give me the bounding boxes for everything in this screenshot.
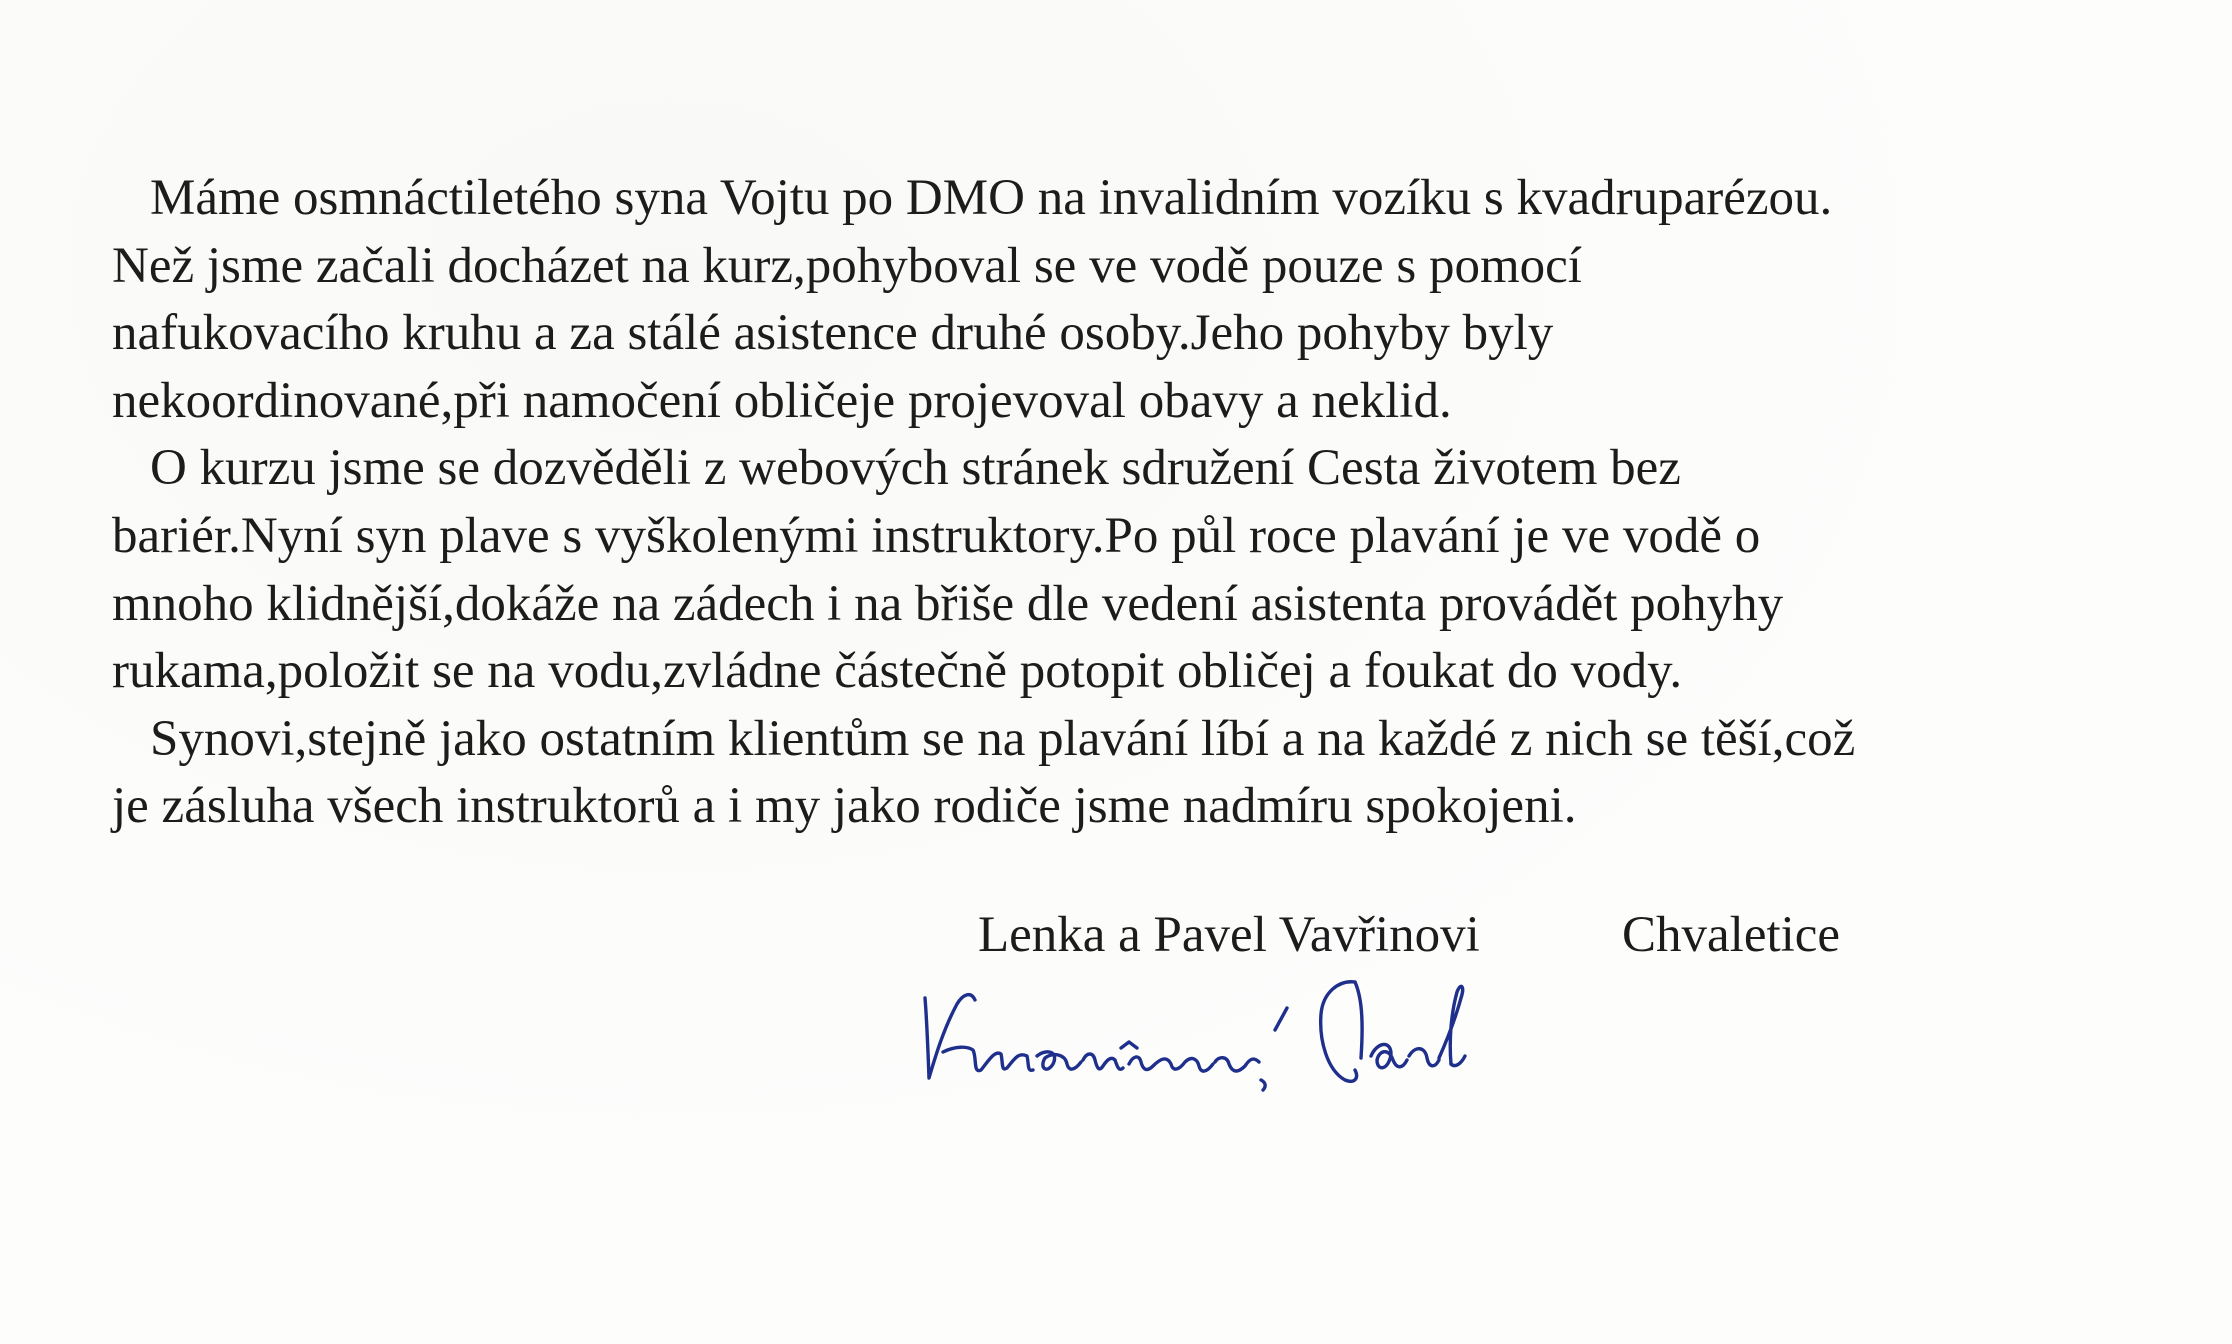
letter-line: Synovi,stejně jako ostatním klientům se na plavání líbí a na každé z nich se těší,což: [150, 710, 1856, 767]
signature-place: Chvaletice: [1622, 907, 1841, 963]
letter-line: nekoordinované,při namočení obličeje projevoval obavy a neklid.: [112, 372, 1452, 429]
letter-line: Máme osmnáctiletého syna Vojtu po DMO na invalidním vozíku s kvadruparézou.: [150, 170, 1833, 226]
signature-names: Lenka a Pavel Vavřinovi: [978, 907, 1480, 963]
letter-line: bariér.Nyní syn plave s vyškolenými instruktory.Po půl roce plavání je ve vodě o: [112, 507, 1761, 564]
letter-line: je zásluha všech instruktorů a i my jako rodiče jsme nadmíru spokojeni.: [112, 778, 1577, 835]
letter-line: mnoho klidnější,dokáže na zádech i na břiše dle vedení asistenta provádět pohyhy: [112, 575, 1784, 632]
letter-body: [112, 165, 2202, 841]
letter-line: rukama,položit se na vodu,zvládne částečně potopit obličej a foukat do vody.: [112, 643, 1683, 700]
letter-line: nafukovacího kruhu a za stálé asistence druhé osoby.Jeho pohyby byly: [112, 305, 1554, 362]
handwritten-signature: [915, 960, 1475, 1110]
letter-line: O kurzu jsme se dozvěděli z webových stránek sdružení Cesta životem bez: [150, 440, 1681, 497]
letter-line: Než jsme začali docházet na kurz,pohyboval se ve vodě pouze s pomocí: [112, 237, 1582, 294]
